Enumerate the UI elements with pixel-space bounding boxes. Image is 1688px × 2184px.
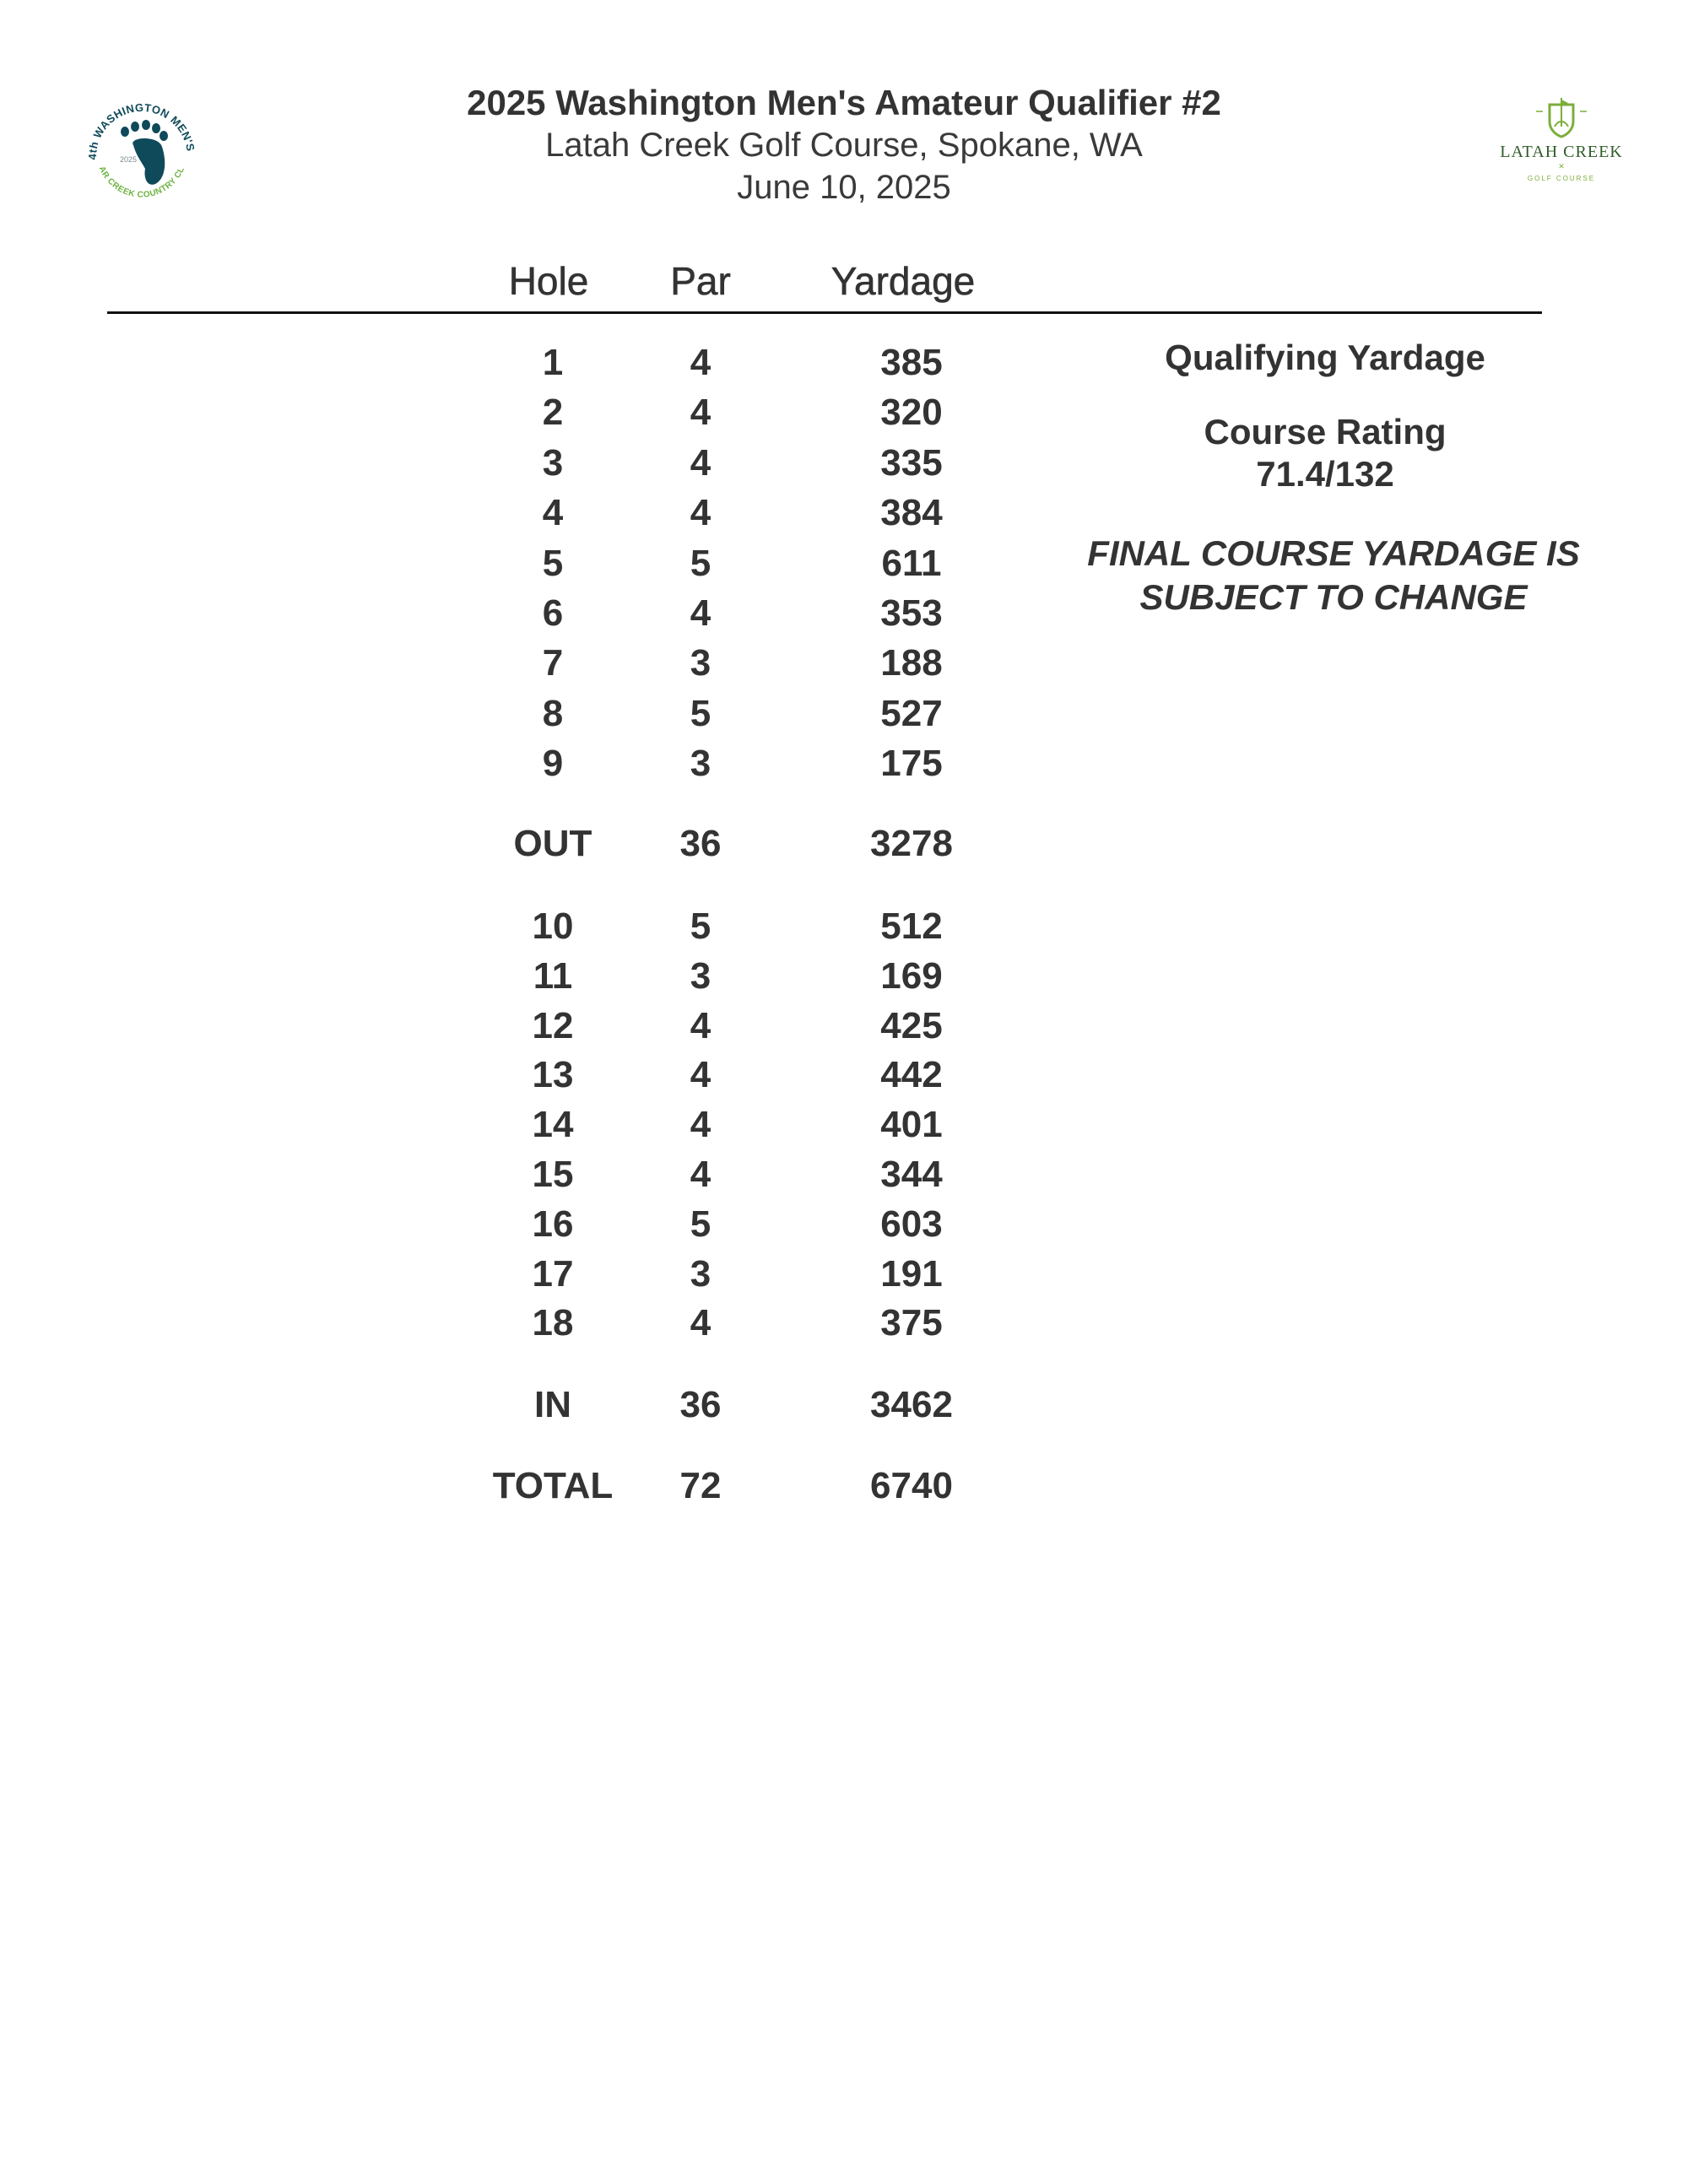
qualifying-yardage-label: Qualifying Yardage [1165, 338, 1485, 377]
par-cell: 36 [679, 823, 722, 864]
yardage-cell: 425 [880, 1004, 943, 1046]
par-cell: 5 [690, 692, 711, 734]
yardage-cell: 442 [880, 1054, 943, 1096]
par-cell: 3 [690, 954, 711, 997]
par-cell: 4 [690, 1004, 711, 1046]
page-date: June 10, 2025 [737, 169, 951, 206]
column-header-yardage: Yardage [830, 259, 976, 303]
hole-cell: 1 [542, 342, 564, 383]
yardage-cell: 512 [880, 905, 943, 947]
hole-cell: 16 [532, 1203, 574, 1245]
yardage-cell: 385 [880, 342, 943, 383]
hole-cell: TOTAL [492, 1465, 614, 1506]
yardage-cell: 3462 [870, 1384, 953, 1425]
header-divider [107, 311, 1542, 314]
yardage-cell: 3278 [870, 823, 953, 864]
par-cell: 4 [690, 342, 711, 383]
par-cell: 3 [690, 743, 711, 785]
par-cell: 4 [690, 441, 711, 484]
par-cell: 3 [690, 1252, 711, 1295]
logo-ring-text: 4th WASHINGTON MEN'S [85, 100, 197, 160]
page-subtitle: Latah Creek Golf Course, Spokane, WA [545, 127, 1143, 164]
logo-right-name: LATAH CREEK [1500, 143, 1623, 161]
hole-cell: 18 [532, 1302, 574, 1344]
hole-cell: IN [534, 1384, 571, 1425]
par-cell: 5 [690, 905, 711, 947]
hole-cell: 8 [542, 692, 564, 734]
par-cell: 4 [690, 492, 711, 534]
yardage-cell: 353 [880, 592, 943, 634]
hole-cell: 10 [532, 905, 574, 947]
yardage-cell: 401 [880, 1104, 943, 1146]
yardage-cell: 611 [881, 542, 942, 584]
hole-cell: 6 [542, 592, 564, 634]
yardage-cell: 527 [880, 692, 943, 734]
yardage-cell: 320 [880, 392, 943, 434]
hole-cell: 11 [533, 954, 573, 997]
par-cell: 4 [690, 1302, 711, 1344]
yardage-cell: 169 [880, 954, 943, 997]
final-notice-line-1: FINAL COURSE YARDAGE IS [1087, 533, 1580, 573]
hole-cell: 4 [542, 492, 564, 534]
par-cell: 4 [690, 592, 711, 634]
hole-cell: 7 [542, 642, 564, 684]
final-yardage-notice [1038, 532, 1629, 619]
par-cell: 5 [690, 1203, 711, 1245]
yardage-cell: 335 [880, 441, 943, 484]
yardage-cell: 188 [880, 642, 943, 684]
hole-cell: OUT [513, 823, 592, 864]
yardage-cell: 175 [880, 743, 943, 785]
svg-text:✕: ✕ [1558, 162, 1565, 170]
par-cell: 4 [690, 1104, 711, 1146]
page-title: 2025 Washington Men's Amateur Qualifier #2 [467, 83, 1221, 122]
par-cell: 4 [690, 1054, 711, 1096]
column-header-par: Par [670, 259, 731, 303]
yardage-cell: 384 [880, 492, 943, 534]
par-cell: 36 [679, 1384, 722, 1425]
column-header-hole: Hole [508, 259, 589, 303]
hole-cell: 14 [532, 1104, 574, 1146]
hole-cell: 15 [532, 1154, 574, 1195]
par-cell: 5 [690, 542, 711, 584]
yardage-cell: 191 [880, 1252, 943, 1295]
hole-cell: 9 [542, 743, 564, 785]
par-cell: 72 [679, 1465, 722, 1506]
logo-year: 2025 [119, 155, 138, 164]
yardage-cell: 603 [880, 1203, 943, 1245]
logo-right-tagline: GOLF COURSE [1527, 175, 1596, 182]
course-rating-value: 71.4/132 [1256, 454, 1394, 494]
hole-cell: 13 [532, 1054, 574, 1096]
par-cell: 4 [690, 392, 711, 434]
yardage-cell: 375 [880, 1302, 943, 1344]
par-cell: 3 [690, 642, 711, 684]
hole-cell: 2 [542, 392, 564, 434]
hole-cell: 17 [532, 1252, 574, 1295]
par-cell: 4 [690, 1154, 711, 1195]
hole-cell: 12 [532, 1004, 574, 1046]
hole-cell: 5 [542, 542, 564, 584]
hole-cell: 3 [542, 441, 564, 484]
final-notice-line-2: SUBJECT TO CHANGE [1139, 577, 1528, 617]
logo-bottom-text: AR CREEK COUNTRY CL [96, 165, 187, 200]
course-rating-label: Course Rating [1204, 412, 1447, 451]
yardage-cell: 344 [880, 1154, 943, 1195]
yardage-cell: 6740 [870, 1465, 953, 1506]
